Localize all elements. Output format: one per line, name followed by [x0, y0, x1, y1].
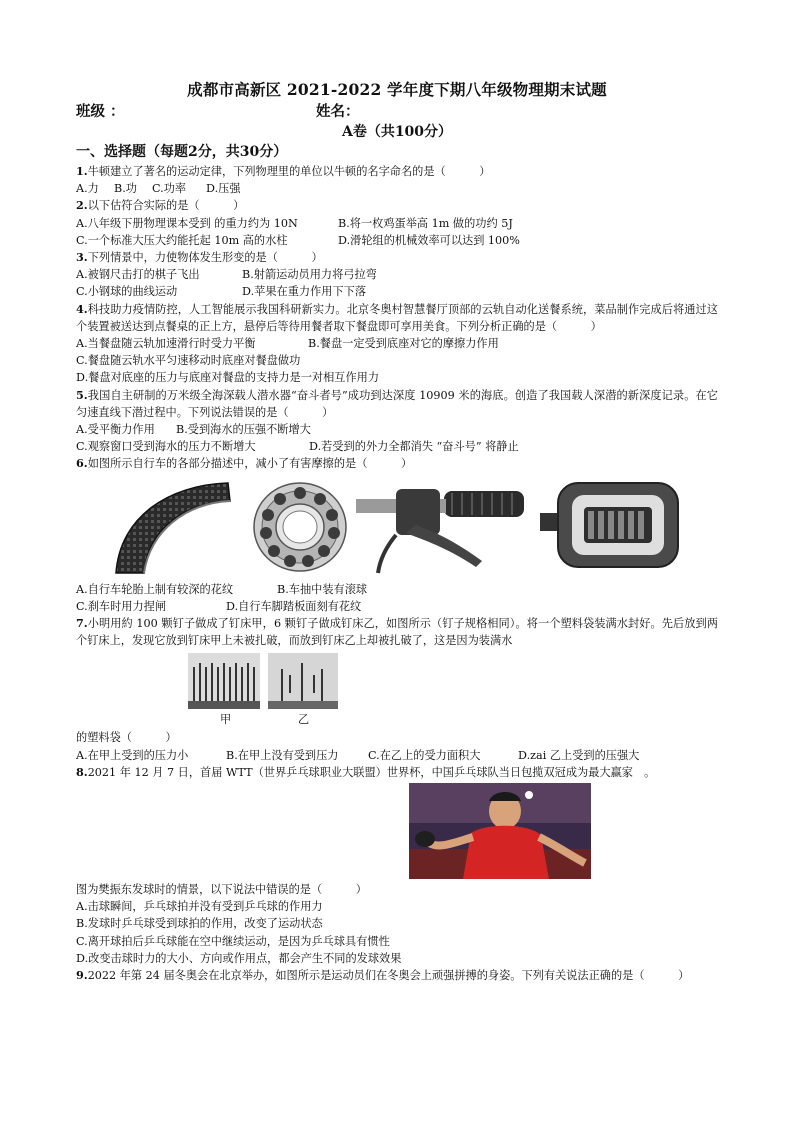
- bearing-image: [248, 477, 352, 575]
- option-c: C.在乙上的受力面积大: [368, 748, 481, 762]
- option-c: C.餐盘随云轨水平匀速移动时底座对餐盘做功: [76, 354, 301, 368]
- question-number: 5.: [76, 387, 88, 402]
- option-d: D.自行车脚踏板面刻有花纹: [226, 599, 362, 613]
- question-3-options-cd: [76, 283, 718, 300]
- question-stem: 科技助力疫情防控，人工智能展示我国科研新实力。北京冬奥村智慧餐厅顶部的云轨自动化送餐系统，菜品制作完成后将通过这个装置被送达到点餐桌的正上方，悬停后等待用餐者取下餐盘即可享用美食。下列分析正确的是（ ）: [76, 302, 718, 333]
- question-stem: 我国自主研制的万米级全海深载人潜水器“奋斗者号”成功到达深度 10909 米的海底。创造了我国载人深潜的新深度记录。在它匀速直线下潜过程中。下列说法错误的是（ ）: [76, 388, 718, 419]
- question-2: [76, 197, 718, 214]
- option-c: C.离开球拍后乒乓球能在空中继续运动，是因为乒乓球具有惯性: [76, 934, 390, 948]
- option-d: D.餐盘对底座的压力与底座对餐盘的支持力是一对相互作用力: [76, 371, 380, 385]
- question-5: [76, 387, 718, 421]
- volume-label: A卷（共100分）: [341, 124, 453, 140]
- brake-lever-image: [356, 477, 526, 575]
- student-info-row: [76, 102, 718, 122]
- nail-bed-captions: [76, 715, 718, 729]
- nail-bed-yi-image: [268, 653, 338, 709]
- pedal-image: [534, 477, 684, 575]
- question-stem: 2021 年 12 月 7 日，首届 WTT（世界乒乓球职业大联盟）世界杯，中国乒乓球队当日包揽双冠成为最大赢家 。: [87, 765, 656, 779]
- question-number: 4.: [76, 301, 88, 316]
- option-a: A.击球瞬间，乒乓球拍并没有受到乒乓球的作用力: [76, 900, 323, 914]
- question-number: 1.: [76, 164, 88, 178]
- question-4: [76, 301, 718, 335]
- section-heading: 一、选择题（每题2分，共30分）: [76, 144, 288, 160]
- question-stem: 2022 年第 24 届冬奥会在北京举办，如图所示是运动员们在冬奥会上顽强拼搏的身姿。下列有关说法正确的是（ ）: [87, 969, 690, 983]
- question-6-options-ab: [76, 581, 718, 598]
- question-7-options: [76, 747, 718, 764]
- caption-yi: 乙: [298, 713, 310, 727]
- question-6-options-cd: [76, 598, 718, 615]
- class-label: 班级 ：: [76, 103, 125, 120]
- nail-bed-jia-image: [188, 653, 260, 709]
- option-b: B.受到海水的压强不断增大: [176, 423, 311, 437]
- exam-title: 成都市高新区 2021-2022 学年度下期八年级物理期末试题: [187, 80, 607, 99]
- question-5-options-cd: [76, 438, 718, 455]
- option-b: B.将一枚鸡蛋举高 1m 做的功约 5J: [338, 216, 513, 230]
- question-stem: 如图所示自行车的各部分描述中，减小了有害摩擦的是（ ）: [87, 457, 413, 471]
- option-d: D.滑轮组的机械效率可以达到 100%: [338, 233, 520, 247]
- question-3: [76, 249, 718, 266]
- question-9: [76, 967, 718, 984]
- table-tennis-figure: [76, 781, 718, 881]
- question-number: 6.: [76, 456, 88, 471]
- question-8: [76, 764, 718, 781]
- question-number: 3.: [76, 250, 88, 265]
- option-a: A.八年级下册物理课本受到 的重力约为 10N: [76, 216, 298, 230]
- option-a: A.力: [76, 182, 99, 196]
- option-c: C.功率: [152, 182, 187, 196]
- question-2-options-ab: [76, 215, 718, 232]
- option-d: D.若受到的外力全都消失 “奋斗号” 将静止: [309, 440, 519, 454]
- option-a: A.在甲上受到的压力小: [76, 748, 189, 762]
- option-b: B.射箭运动员用力将弓拉弯: [242, 268, 377, 282]
- name-label: 姓名：: [316, 103, 360, 120]
- question-6: [76, 455, 718, 472]
- caption-jia: 甲: [220, 713, 232, 727]
- question-7: [76, 615, 718, 649]
- option-b: B.功: [114, 182, 137, 196]
- option-c: C.小钢球的曲线运动: [76, 285, 178, 299]
- question-8-stem-2: 图为樊振东发球时的情景，以下说法中错误的是（ ）: [76, 883, 367, 897]
- question-7-stem-end: 的塑料袋（ ）: [76, 731, 177, 745]
- question-number: 9.: [76, 968, 88, 983]
- question-1-options: [76, 180, 718, 197]
- question-3-options-ab: [76, 266, 718, 283]
- question-stem: 以下估符合实际的是（ ）: [87, 199, 245, 213]
- option-d: D.改变击球时力的大小、方向或作用点，都会产生不同的发球效果: [76, 951, 402, 965]
- option-d: D.zai 乙上受到的压强大: [518, 748, 640, 762]
- option-c: C.观察窗口受到海水的压力不断增大: [76, 440, 256, 454]
- question-2-options-cd: [76, 232, 718, 249]
- tire-image: [108, 477, 238, 575]
- option-d: D.压强: [206, 182, 241, 196]
- nail-bed-figure: [76, 653, 718, 715]
- question-number: 7.: [76, 616, 88, 631]
- table-tennis-photo: [409, 783, 591, 879]
- option-b: B.在甲上没有受到压力: [226, 748, 339, 762]
- option-a: A.当餐盘随云轨加速滑行时受力平衡: [76, 337, 256, 351]
- option-a: A.被钢尺击打的棋子飞出: [76, 268, 200, 282]
- question-stem: 小明用約 100 颗钉子做成了钉床甲，6 颗钉子做成钉床乙，如图所示（钉子规格相同）。将一个塑料袋装满水封好。先后放到两个钉床上，发现它放到钉床甲上未被扎破，而放到钉床乙上却被扎破了，这是因为装满水: [76, 617, 718, 648]
- exam-page: [76, 78, 718, 984]
- question-number: 2.: [76, 198, 88, 213]
- bicycle-parts-figure: [76, 477, 718, 575]
- question-1: [76, 163, 718, 180]
- question-number: 8.: [76, 764, 88, 779]
- option-a: A.自行车轮胎上制有较深的花纹: [76, 582, 234, 596]
- option-d: D.苹果在重力作用下下落: [242, 285, 367, 299]
- option-b: B.车抽中装有滚球: [277, 582, 368, 596]
- question-5-options-ab: [76, 421, 718, 438]
- option-a: A.受平衡力作用: [76, 423, 155, 437]
- option-c: C.一个标准大压大约能托起 10m 高的水柱: [76, 233, 288, 247]
- option-b: B.发球时乒乓球受到球拍的作用，改变了运动状态: [76, 917, 323, 931]
- option-b: B.餐盘一定受到底座对它的摩擦力作用: [308, 337, 499, 351]
- question-stem: 牛顿建立了著名的运动定律，下列物理里的单位以牛顿的名字命名的是（ ）: [87, 165, 491, 178]
- option-c: C.刹车时用力捏闸: [76, 599, 167, 613]
- question-4-options-ab: [76, 335, 718, 352]
- question-stem: 下列情景中，力使物体发生形变的是（ ）: [87, 251, 323, 265]
